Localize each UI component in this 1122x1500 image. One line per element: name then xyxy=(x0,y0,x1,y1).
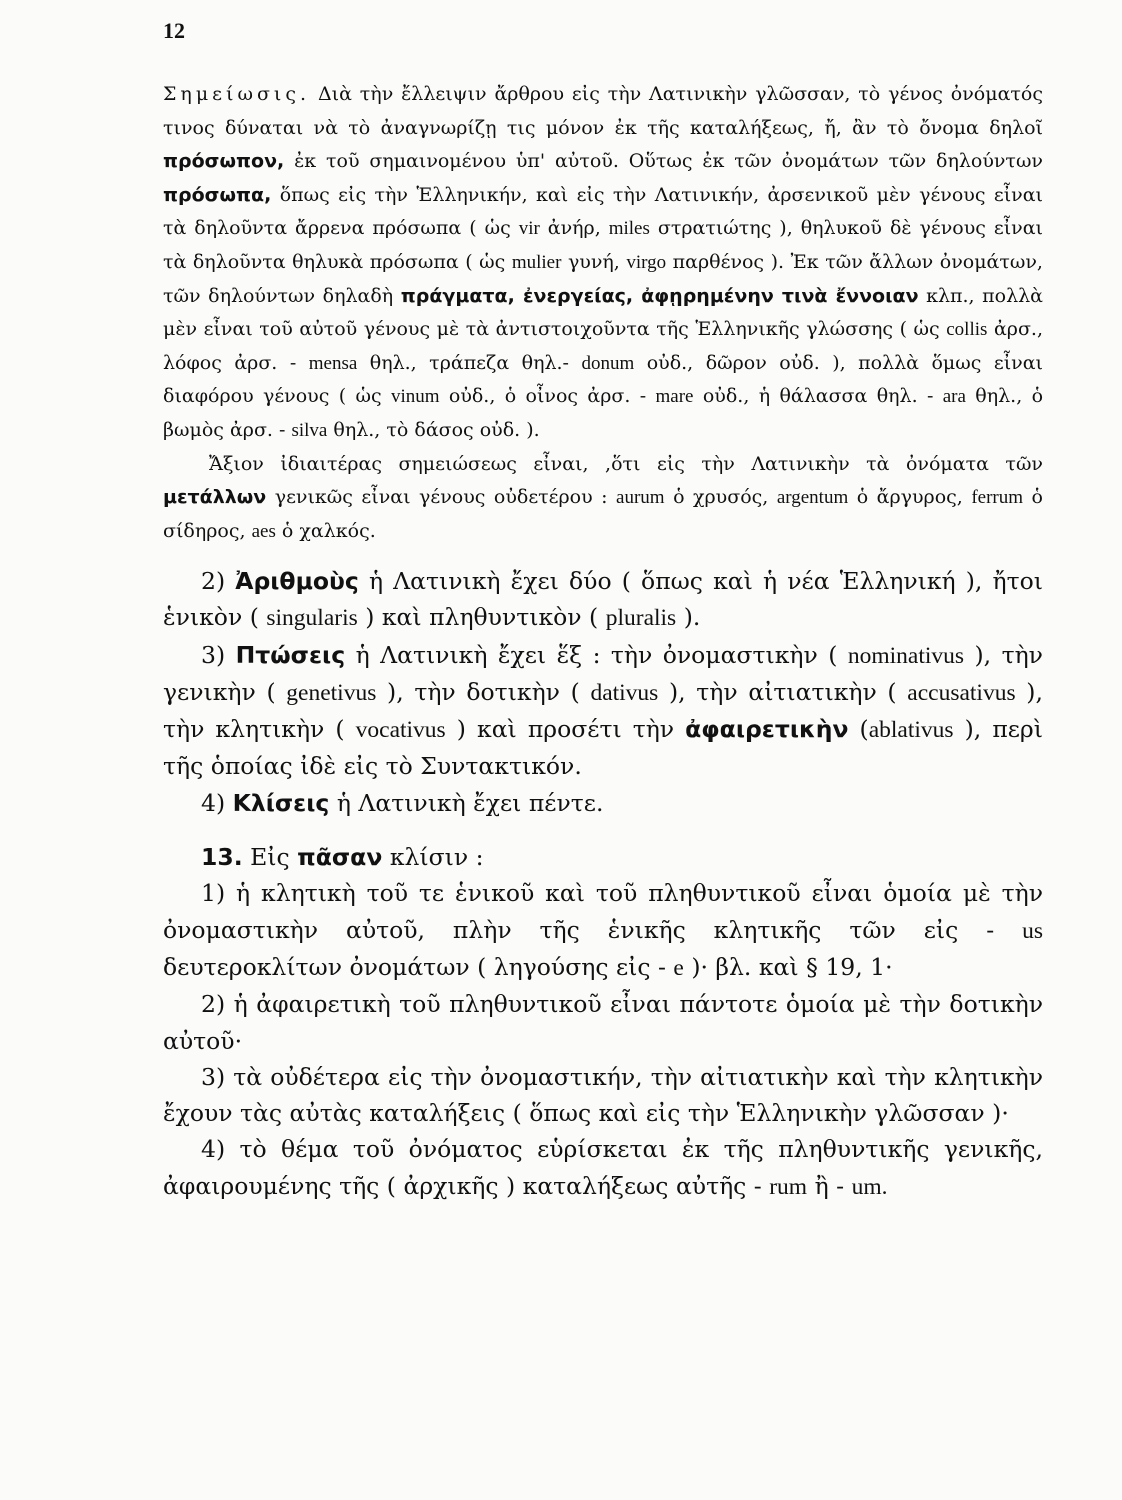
bold-term: ἀφαιρετικὴν xyxy=(685,715,849,744)
text: παρθένος ). Ἐκ τῶν ἄλλων ὀνομάτων, τῶν δηλούντων δηλαδὴ xyxy=(163,250,1043,307)
list-item xyxy=(163,637,1043,785)
latin-word: dativus xyxy=(590,679,659,706)
bold-term: Πτώσεις xyxy=(235,640,346,669)
text: ἀνήρ, xyxy=(547,217,601,240)
latin-word: us xyxy=(1022,917,1043,944)
text: οὐδ., ὁ οἶνος ἀρσ. - xyxy=(448,385,647,408)
latin-word: nominativus xyxy=(847,642,965,669)
text: ἢ - xyxy=(814,1171,845,1200)
latin-word: aes xyxy=(251,520,276,542)
latin-word: argentum xyxy=(776,487,849,509)
text: κλπ., πολλὰ μὲν εἶναι τοῦ αὐτοῦ γένους μὲ τὰ ἀντιστοιχοῦντα τῆς Ἑλληνικῆς γλώσσης ( ὡς xyxy=(163,284,1043,341)
item-number: 2) xyxy=(201,567,226,595)
text: 4) τὸ θέμα τοῦ ὀνόματος εὑρίσκεται ἐκ τῆς πληθυντικῆς γενικῆς, ἀφαιρουμένης τῆς ( ἀρχικῆς ) καταλήξεως αὐτῆς - xyxy=(163,1135,1043,1200)
latin-word: collis xyxy=(946,319,988,341)
latin-word: ablativus xyxy=(868,717,954,744)
text: ὁ ἄργυρος, xyxy=(856,486,963,509)
text: )· βλ. καὶ § 19, 1· xyxy=(691,952,893,981)
bold-term: πράγματα, ἐνεργείας, ἀφῃρημένην τινὰ ἔννοιαν xyxy=(400,284,919,307)
latin-word: ara xyxy=(942,386,966,408)
note-paragraph xyxy=(163,78,1043,448)
latin-word: rum xyxy=(769,1173,808,1200)
text: ), περὶ τῆς ὁποίας ἰδὲ εἰς τὸ Συντακτικόν. xyxy=(163,715,1043,781)
latin-word: mensa xyxy=(308,352,358,374)
list-item xyxy=(163,875,1043,986)
text: ( xyxy=(859,715,869,744)
text: ὁ χρυσός, xyxy=(673,486,769,509)
text: οὐδ., δῶρον οὐδ. ), πολλὰ ὅμως εἶναι διαφόρου γένους ( ὡς xyxy=(163,351,1043,408)
text: θηλ., τὸ δάσος οὐδ. ). xyxy=(333,418,540,441)
latin-word: miles xyxy=(608,218,650,240)
item-number: 4) xyxy=(201,788,226,817)
list-item xyxy=(163,785,1043,821)
list-item xyxy=(163,1131,1043,1205)
bold-term: πρόσωπον, xyxy=(163,150,285,173)
bold-term: πᾶσαν xyxy=(297,843,383,872)
latin-word: ferrum xyxy=(971,487,1024,509)
list-item xyxy=(163,563,1043,637)
latin-word: donum xyxy=(581,352,635,374)
text: ὁ σίδηρος, xyxy=(163,486,1043,542)
note-block xyxy=(163,78,1043,548)
text: δευτεροκλίτων ὀνομάτων ( ληγούσης εἰς - xyxy=(163,952,666,981)
bold-term: Ἀριθμοὺς xyxy=(235,567,359,595)
text: ἡ Λατινικὴ ἔχει δύο ( ὅπως καὶ ἡ νέα Ἑλληνική ), ἤτοι ἑνικὸν ( xyxy=(163,567,1043,632)
list-item: 3) τὰ οὐδέτερα εἰς τὴν ὀνομαστικήν, τὴν αἰτιατικὴν καὶ τὴν κλητικὴν ἔχουν τὰς αὐτὰς καταλήξεις ( ὅπως καὶ εἰς τὴν Ἑλληνικὴν γλῶσσαν )· xyxy=(163,1062,1043,1128)
text: ὅπως εἰς τὴν Ἑλληνικήν, καὶ εἰς τὴν Λατινικήν, ἀρσενικοῦ μὲν γένους εἶναι τὰ δηλοῦντα ἄρρενα πρόσωπα ( ὡς xyxy=(163,183,1043,240)
text: ) καὶ πληθυντικὸν ( xyxy=(365,603,599,632)
latin-word: virgo xyxy=(626,251,667,273)
text: ἡ Λατινικὴ ἔχει ἕξ : τὴν ὀνομαστικὴν ( xyxy=(355,640,838,669)
text: ἐκ τοῦ σημαινομένου ὑπ' αὐτοῦ. Οὕτως ἐκ τῶν ὀνομάτων τῶν δηλούντων xyxy=(294,150,1043,173)
bold-term: πρόσωπα, xyxy=(163,183,272,206)
text: στρατιώτης ), θηλυκοῦ δὲ γένους εἶναι τὰ δηλοῦντα θηλυκὰ πρόσωπα ( ὡς xyxy=(163,217,1044,273)
text: ), τὴν γενικὴν ( xyxy=(163,640,1043,706)
page-number: 12 xyxy=(163,18,185,43)
text: οὐδ., ἡ θάλασσα θηλ. - xyxy=(702,385,934,408)
text: γενικῶς εἶναι γένους οὐδετέρου : xyxy=(274,486,608,509)
latin-word: mulier xyxy=(511,251,562,273)
latin-word: genetivus xyxy=(286,679,377,706)
bold-term: Κλίσεις xyxy=(232,788,330,817)
note-label: Σημείωσις. xyxy=(163,83,311,105)
latin-word: vir xyxy=(518,218,540,240)
text: Εἰς xyxy=(250,843,290,872)
text: ὁ χαλκός. xyxy=(281,519,376,542)
latin-word: vinum xyxy=(390,386,440,408)
latin-word: aurum xyxy=(616,487,665,509)
list-item: 2) ἡ ἀφαιρετικὴ τοῦ πληθυντικοῦ εἶναι πάντοτε ὁμοία μὲ τὴν δοτικὴν αὐτοῦ· xyxy=(163,990,1043,1055)
latin-word: singularis xyxy=(266,605,358,632)
latin-word: pluralis xyxy=(605,605,677,632)
latin-word: silva xyxy=(291,419,328,441)
latin-word: vocativus xyxy=(355,717,446,744)
section-number: 13. xyxy=(201,843,243,872)
text: ἡ Λατινικὴ ἔχει πέντε. xyxy=(336,788,604,817)
text: ), τὴν κλητικὴν ( xyxy=(163,677,1043,744)
text: ) καὶ προσέτι τὴν xyxy=(456,715,675,744)
latin-word: e xyxy=(673,954,684,981)
bold-term: μετάλλων xyxy=(163,486,267,509)
text: 1) ἡ κλητικὴ τοῦ τε ἑνικοῦ καὶ τοῦ πληθυντικοῦ εἶναι ὁμοία μὲ τὴν ὀνομαστικὴν αὐτοῦ, πλὴν τῆς ἑνικῆς κλητικῆς τῶν εἰς - xyxy=(163,879,1043,944)
latin-word: mare xyxy=(655,386,694,408)
main-text xyxy=(163,563,1043,1205)
text: ), τὴν αἰτιατικὴν ( xyxy=(669,677,897,706)
latin-word: um. xyxy=(851,1173,888,1200)
note-paragraph xyxy=(163,448,1043,549)
section-heading xyxy=(163,839,1043,875)
text: ). xyxy=(683,603,701,632)
text: θηλ., τράπεζα θηλ.- xyxy=(369,351,569,374)
text: θηλ., ὁ βωμὸς ἀρσ. - xyxy=(163,385,1044,441)
text: ), τὴν δοτικὴν ( xyxy=(387,677,580,706)
text: Ἄξιον ἰδιαιτέρας σημειώσεως εἶναι, ,ὅτι εἰς τὴν Λατινικὴν τὰ ὀνόματα τῶν xyxy=(209,452,1043,475)
item-number: 3) xyxy=(201,640,226,669)
text: Διὰ τὴν ἔλλειψιν ἄρθρου εἰς τὴν Λατινικὴν γλῶσσαν, τὸ γένος ὀνόματός τινος δύναται νὰ τὸ ἀναγνωρίζῃ τις μόνον ἐκ τῆς καταλήξεως, ἤ, ἂν τὸ ὄνομα δηλοῖ xyxy=(163,83,1044,139)
text: ἀρσ., λόφος ἀρσ. - xyxy=(163,318,1044,374)
latin-word: accusativus xyxy=(907,679,1016,706)
text: γυνή, xyxy=(567,250,620,273)
text: κλίσιν : xyxy=(389,843,484,872)
